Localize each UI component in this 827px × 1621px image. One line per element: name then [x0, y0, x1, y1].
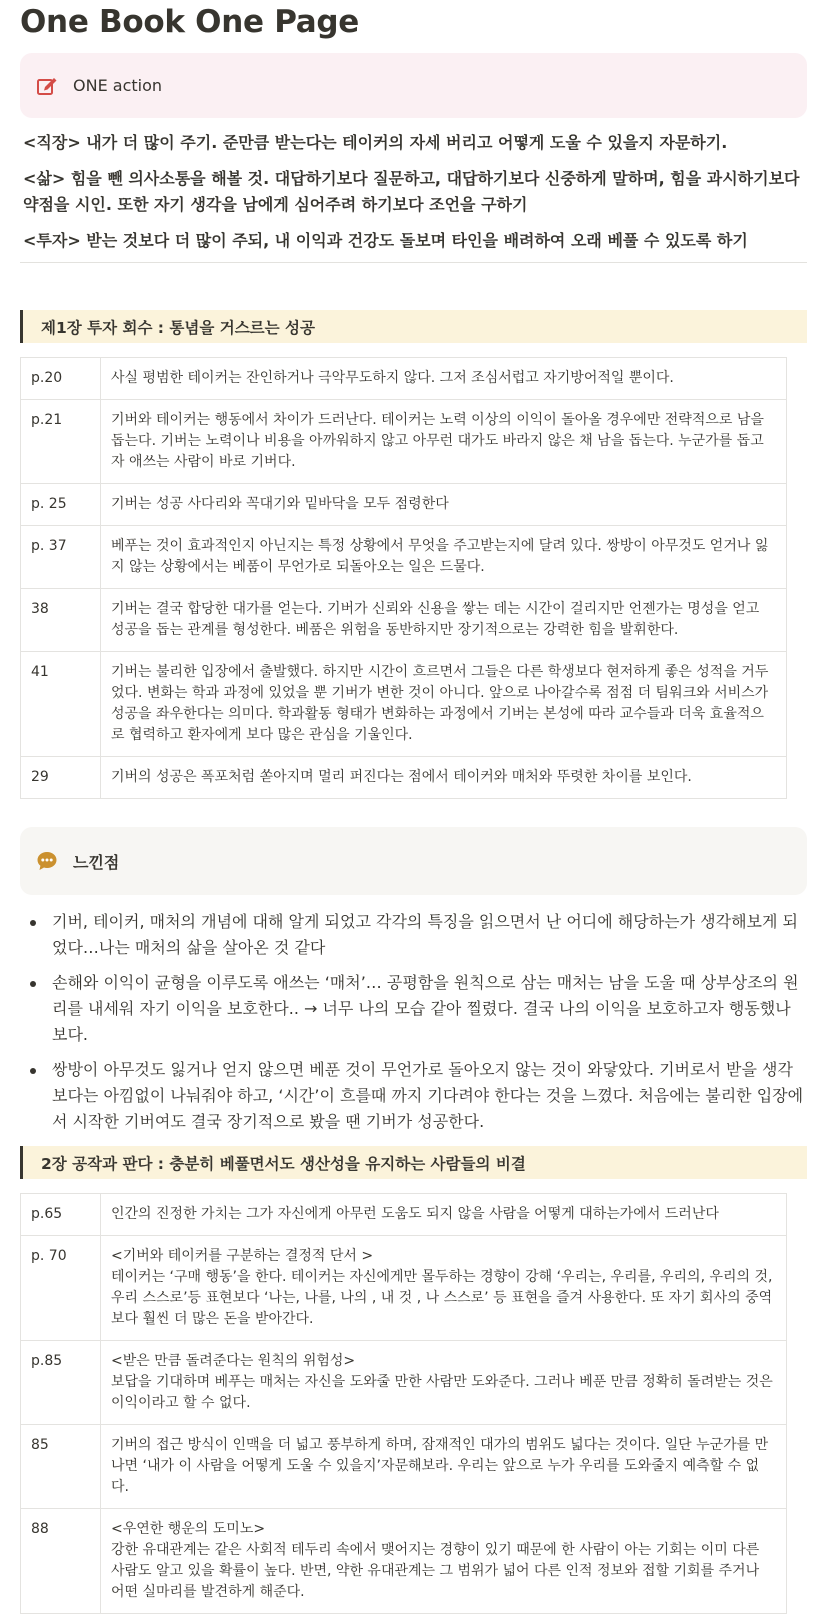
page-cell: p.21 — [21, 400, 101, 484]
reflection-callout — [20, 827, 807, 895]
action-work: <직장> 내가 더 많이 주기. 준만큼 받는다는 테이커의 자세 버리고 어떻게 도울 수 있을지 자문하기. — [23, 133, 728, 152]
table-row — [21, 1341, 787, 1425]
quote-cell — [101, 1509, 787, 1614]
page-cell: p. 25 — [21, 484, 101, 526]
reflection-label: 느낀점 — [73, 852, 120, 872]
page-cell: p. 37 — [21, 526, 101, 589]
table-row — [21, 1425, 787, 1509]
chapter2-table — [20, 1193, 787, 1614]
page-cell: p. 70 — [21, 1236, 101, 1341]
quote-cell: 사실 평범한 테이커는 잔인하거나 극악무도하지 않다. 그저 조심서럽고 자기방어적일 뿐이다. — [101, 358, 787, 400]
table-row — [21, 757, 787, 799]
quote-title: <기버와 테이커를 구분하는 결정적 단서 > — [111, 1248, 374, 1264]
page-cell: 85 — [21, 1425, 101, 1509]
page-cell: 29 — [21, 757, 101, 799]
quote-text: 인간의 진정한 가치는 그가 자신에게 아무런 도움도 되지 않을 사람을 어떻게 대하는가에서 드러난다 — [111, 1206, 719, 1222]
quote-cell: 기버와 테이커는 행동에서 차이가 드러난다. 테이커는 노력 이상의 이익이 돌아올 경우에만 전략적으로 남을 돕는다. 기버는 노력이나 비용을 아까워하지 않고 아무런 대가도 바라지 않은 채 남을 돕는다. 누군가를 돕고자 애쓰는 사람이 바로 기버다. — [101, 400, 787, 484]
quote-cell — [101, 1425, 787, 1509]
divider — [20, 262, 807, 263]
quote-text: 테이커는 ‘구매 행동’을 한다. 테이커는 자신에게만 몰두하는 경향이 강해 ‘우리는, 우리를, 우리의, 우리의 것, 우리 스스로’등 표현보다 ‘나는, 나를, 나의 , 내 것 , 나 스스로’ 등 표현을 즐겨 사용한다. 또 자기 회사의 중역보다 훨씬 더 많은 돈을 받아간다. — [111, 1269, 773, 1327]
page-cell: 41 — [21, 652, 101, 757]
action-life: <삶> 힘을 뺀 의사소통을 해볼 것. 대답하기보다 질문하고, 대답하기보다 신중하게 말하며, 힘을 과시하기보다 약점을 시인. 또한 자기 생각을 남에게 심어주려 하기보다 조언을 구하기 — [23, 169, 800, 214]
table-row — [21, 1194, 787, 1236]
quote-cell — [101, 1194, 787, 1236]
table-row — [21, 652, 787, 757]
quote-text: 기버의 접근 방식이 인맥을 더 넓고 풍부하게 하며, 잠재적인 대가의 범위도 넓다는 것이다. 일단 누군가를 만나면 ‘내가 이 사람을 어떻게 도울 수 있을지’자문해보라. 우리는 앞으로 누가 우리를 도와줄지 예측할 수 없다. — [111, 1437, 769, 1495]
page-cell: p.65 — [21, 1194, 101, 1236]
one-action-label: ONE action — [73, 76, 163, 95]
page-title: One Book One Page — [20, 4, 360, 40]
quote-cell: 베푸는 것이 효과적인지 아닌지는 특정 상황에서 무엇을 주고받는지에 달려 있다. 쌍방이 아무것도 얻거나 잃지 않는 상황에서는 베품이 무언가로 되돌아오는 일은 드물다. — [101, 526, 787, 589]
list-item: 쌍방이 아무것도 잃거나 얻지 않으면 베푼 것이 무언가로 돌아오지 않는 것이 와닿았다. 기버로서 받을 생각보다는 아낌없이 나눠줘야 하고, ‘시간’이 흐를때 까지 기다려야 한다는 것을 느꼈다. 처음에는 불리한 입장에서 시작한 기버여도 결국 장기적으로 봤을 땐 기버가 성공한다. — [20, 1057, 807, 1135]
speech-bubble-icon — [36, 850, 58, 872]
chapter2-heading-text: 2장 공작과 판다 : 충분히 베풀면서도 생산성을 유지하는 사람들의 비결 — [41, 1154, 526, 1173]
chapter1-heading — [20, 310, 807, 343]
page-cell: p.85 — [21, 1341, 101, 1425]
table-row — [21, 589, 787, 652]
quote-cell — [101, 1236, 787, 1341]
list-item: 기버, 테이커, 매처의 개념에 대해 알게 되었고 각각의 특징을 읽으면서 난 어디에 해당하는가 생각해보게 되었다…나는 매처의 삶을 살아온 것 같다 — [20, 909, 807, 961]
edit-square-icon — [36, 75, 58, 97]
action-invest: <투자> 받는 것보다 더 많이 주되, 내 이익과 건강도 돌보며 타인을 배려하여 오래 베풀 수 있도록 하기 — [23, 231, 748, 250]
list-item: 손해와 이익이 균형을 이루도록 애쓰는 ‘매처’… 공평함을 원칙으로 삼는 매처는 남을 도울 때 상부상조의 원리를 내세워 자기 이익을 보호한다.. → 너무 나의 모습 같아 찔렸다. 결국 나의 이익을 보호하고자 행동했나보다. — [20, 970, 807, 1048]
quote-cell: 기버의 성공은 폭포처럼 쏟아지며 멀리 퍼진다는 점에서 테이커와 매처와 뚜렷한 차이를 보인다. — [101, 757, 787, 799]
reflection-list — [20, 909, 807, 1135]
quote-text: 강한 유대관계는 같은 사회적 테두리 속에서 맺어지는 경향이 있기 때문에 한 사람이 아는 기회는 이미 다른 사람도 알고 있을 확률이 높다. 반면, 약한 유대관계는 그 범위가 넓어 다른 인적 정보와 접할 기회를 주거나 어떤 실마리를 발견하게 해준다. — [111, 1542, 760, 1600]
table-row — [21, 1236, 787, 1341]
page-cell: 38 — [21, 589, 101, 652]
quote-title: <받은 만큼 돌려준다는 원칙의 위험성> — [111, 1353, 356, 1369]
quote-cell: 기버는 불리한 입장에서 출발했다. 하지만 시간이 흐르면서 그들은 다른 학생보다 현저하게 좋은 성적을 거두었다. 변화는 학과 과정에 있었을 뿐 기버가 변한 것이 아니다. 앞으로 나아갈수록 점점 더 팀워크와 서비스가 성공을 좌우한다는 의미다. 학과활동 형태가 변화하는 과정에서 기버는 본성에 따라 교수들과 더욱 효율적으로 협력하고 환자에게 보다 많은 관심을 기울인다. — [101, 652, 787, 757]
quote-cell — [101, 1341, 787, 1425]
quote-title: <우연한 행운의 도미노> — [111, 1521, 266, 1537]
table-row — [21, 484, 787, 526]
quote-text: 보답을 기대하며 베푸는 매처는 자신을 도와줄 만한 사람만 도와준다. 그러나 베푼 만큼 정확히 돌려받는 것은 이익이라고 할 수 없다. — [111, 1374, 773, 1411]
table-row — [21, 400, 787, 484]
chapter1-heading-text: 제1장 투자 회수 : 통념을 거스르는 성공 — [41, 318, 315, 337]
chapter1-table — [20, 357, 787, 799]
table-row — [21, 1509, 787, 1614]
page-cell: p.20 — [21, 358, 101, 400]
chapter2-heading — [20, 1146, 807, 1179]
table-row — [21, 526, 787, 589]
page-cell: 88 — [21, 1509, 101, 1614]
quote-cell: 기버는 결국 합당한 대가를 얻는다. 기버가 신뢰와 신용을 쌓는 데는 시간이 걸리지만 언젠가는 명성을 얻고 성공을 돕는 관계를 형성한다. 베품은 위험을 동반하지만 장기적으로는 강력한 힘을 발휘한다. — [101, 589, 787, 652]
one-action-callout — [20, 53, 807, 118]
table-row — [21, 358, 787, 400]
quote-cell: 기버는 성공 사다리와 꼭대기와 밑바닥을 모두 점령한다 — [101, 484, 787, 526]
